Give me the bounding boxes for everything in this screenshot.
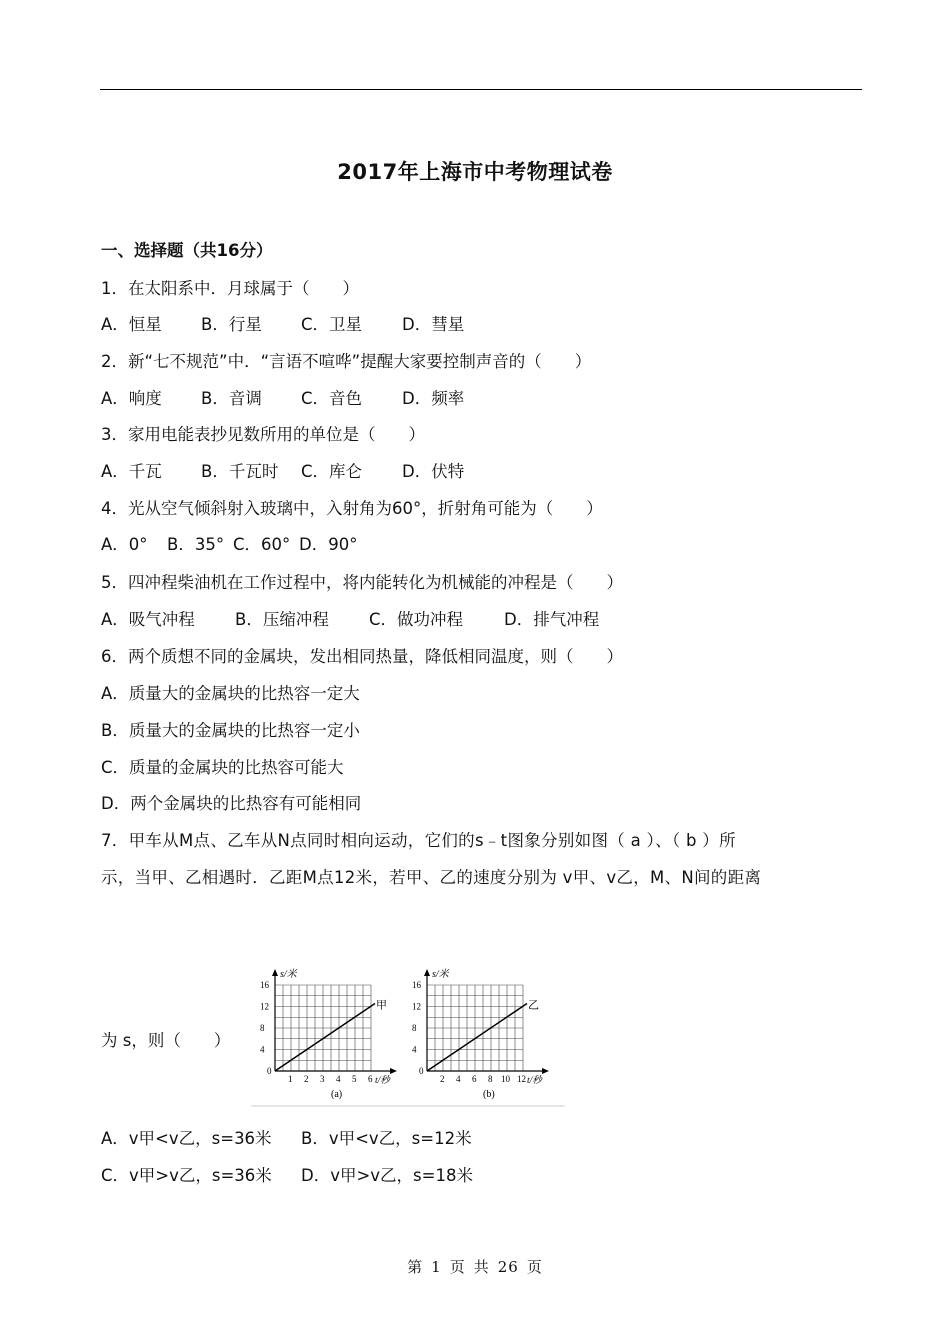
page-footer [0, 1256, 950, 1277]
option-c: C．卫星 [301, 315, 363, 334]
section-heading: 一、选择题（共16分） [101, 241, 273, 260]
graph-b-y-arrow [424, 969, 430, 976]
footer-total-prefix: 共 [473, 1258, 490, 1276]
graph-b [412, 968, 549, 1100]
option-c: C．库仑 [301, 462, 363, 481]
question-4-options [101, 534, 357, 556]
option-a: A．质量大的金属块的比热容一定大 [101, 684, 360, 703]
question-1: 1．在太阳系中．月球属于（ ） [101, 279, 359, 298]
graph-b-y-tick: 8 [412, 1023, 417, 1033]
graph-a-y-label: s/米 [280, 969, 297, 980]
question-5: 5．四冲程柴油机在工作过程中，将内能转化为机械能的冲程是（ ） [101, 573, 623, 592]
question-1-options [101, 314, 464, 336]
footer-page-number: 1 [431, 1258, 442, 1276]
option-a: A．v甲<v乙，s=36米 [101, 1129, 272, 1148]
graph-b-y-tick: 4 [412, 1044, 417, 1055]
option-b: B．质量大的金属块的比热容一定小 [101, 721, 360, 740]
graph-b-x-tick: 12 [517, 1074, 526, 1084]
graph-b-y-tick: 16 [412, 980, 421, 990]
question-3-options [101, 461, 464, 483]
graph-a-y-tick: 12 [260, 1001, 269, 1012]
option-c: C．60° [233, 535, 291, 554]
question-7-line-2: 示，当甲、乙相遇时．乙距M点12米，若甲、乙的速度分别为 v甲、v乙，M、N间的距离 [101, 868, 762, 887]
graph-a-x-arrow [390, 1068, 397, 1074]
question-2: 2．新“七不规范”中．“言语不喧哗”提醒大家要控制声音的（ ） [101, 352, 592, 371]
graph-a [260, 968, 397, 1100]
option-d: D．v甲>v乙，s=18米 [301, 1166, 473, 1185]
option-d: D．90° [299, 535, 358, 554]
footer-mid: 页 [449, 1258, 466, 1276]
question-2-options [101, 388, 464, 410]
question-6: 6．两个质想不同的金属块，发出相同热量，降低相同温度，则（ ） [101, 647, 623, 666]
option-b: B．压缩冲程 [235, 610, 329, 629]
graph-b-x-tick: 8 [488, 1074, 493, 1084]
graph-a-x-tick: 1 [288, 1074, 293, 1084]
graph-b-x-arrow [542, 1068, 549, 1074]
graph-a-x-tick: 5 [352, 1074, 357, 1084]
option-c: C．质量的金属块的比热容可能大 [101, 758, 344, 777]
graph-a-x-label: t/秒 [375, 1076, 390, 1086]
st-graphs-svg [251, 965, 565, 1108]
graph-b-x-tick: 10 [501, 1074, 510, 1084]
graph-b-x-label: t/秒 [527, 1076, 542, 1086]
question-7-options-row-1 [101, 1128, 472, 1150]
option-c: C．v甲>v乙，s=36米 [101, 1166, 272, 1185]
option-d: D．彗星 [402, 315, 465, 334]
question-4: 4．光从空气倾斜射入玻璃中，入射角为60°，折射角可能为（ ） [101, 499, 603, 518]
option-b: B．千瓦时 [201, 462, 279, 481]
graph-a-x-tick: 2 [304, 1074, 309, 1084]
graph-b-data-line [427, 1004, 527, 1072]
option-b: B．v甲<v乙，s=12米 [301, 1129, 472, 1148]
header-rule [100, 89, 862, 90]
footer-prefix: 第 [407, 1258, 424, 1276]
footer-suffix: 页 [526, 1258, 543, 1276]
option-a: A．0° [101, 535, 148, 554]
option-c: C．做功冲程 [369, 610, 464, 629]
option-a: A．吸气冲程 [101, 610, 195, 629]
option-d: D．两个金属块的比热容有可能相同 [101, 794, 362, 813]
question-3: 3．家用电能表抄见数所用的单位是（ ） [101, 425, 425, 444]
option-b: B．行星 [201, 315, 262, 334]
graph-a-line-label: 甲 [376, 999, 387, 1012]
option-b: B．音调 [201, 389, 262, 408]
footer-total-pages: 26 [497, 1258, 519, 1276]
graph-b-caption: (b) [483, 1089, 495, 1100]
graph-b-y-tick: 0 [419, 1066, 424, 1076]
graph-b-y-label: s/米 [432, 969, 449, 980]
graph-a-y-tick: 0 [267, 1066, 272, 1076]
graph-a-y-tick: 16 [260, 980, 269, 990]
graph-a-x-tick: 6 [368, 1074, 373, 1084]
graph-b-x-tick: 4 [456, 1074, 461, 1084]
graph-b-line-label: 乙 [528, 999, 539, 1012]
question-7-options-row-2 [101, 1165, 473, 1187]
graph-b-x-tick: 6 [472, 1074, 477, 1084]
graph-b-y-tick: 12 [412, 1001, 421, 1012]
graph-a-y-tick: 8 [260, 1023, 265, 1033]
graph-a-y-arrow [272, 969, 278, 976]
graph-a-x-tick: 3 [320, 1074, 325, 1084]
graph-a-data-line [275, 1004, 375, 1072]
question-7-line-1: 7．甲车从M点、乙车从N点同时相向运动，它们的s﹣t图象分别如图（ a ）、（ b ）所 [101, 831, 736, 850]
option-b: B．35° [167, 535, 225, 554]
option-c: C．音色 [301, 389, 363, 408]
option-d: D．排气冲程 [504, 610, 600, 629]
question-5-options [101, 609, 599, 631]
graph-a-x-tick: 4 [336, 1074, 341, 1084]
question-7-line-3: 为 s，则（ ） [101, 1031, 231, 1050]
page-title: 2017年上海市中考物理试卷 [337, 160, 613, 184]
graph-a-caption: (a) [331, 1089, 343, 1100]
st-graphs-figure [251, 965, 565, 1108]
option-d: D．频率 [402, 389, 465, 408]
option-d: D．伏特 [402, 462, 465, 481]
graph-b-x-tick: 2 [440, 1074, 445, 1084]
option-a: A．恒星 [101, 315, 162, 334]
graph-a-y-tick: 4 [260, 1044, 265, 1055]
option-a: A．响度 [101, 389, 162, 408]
option-a: A．千瓦 [101, 462, 162, 481]
